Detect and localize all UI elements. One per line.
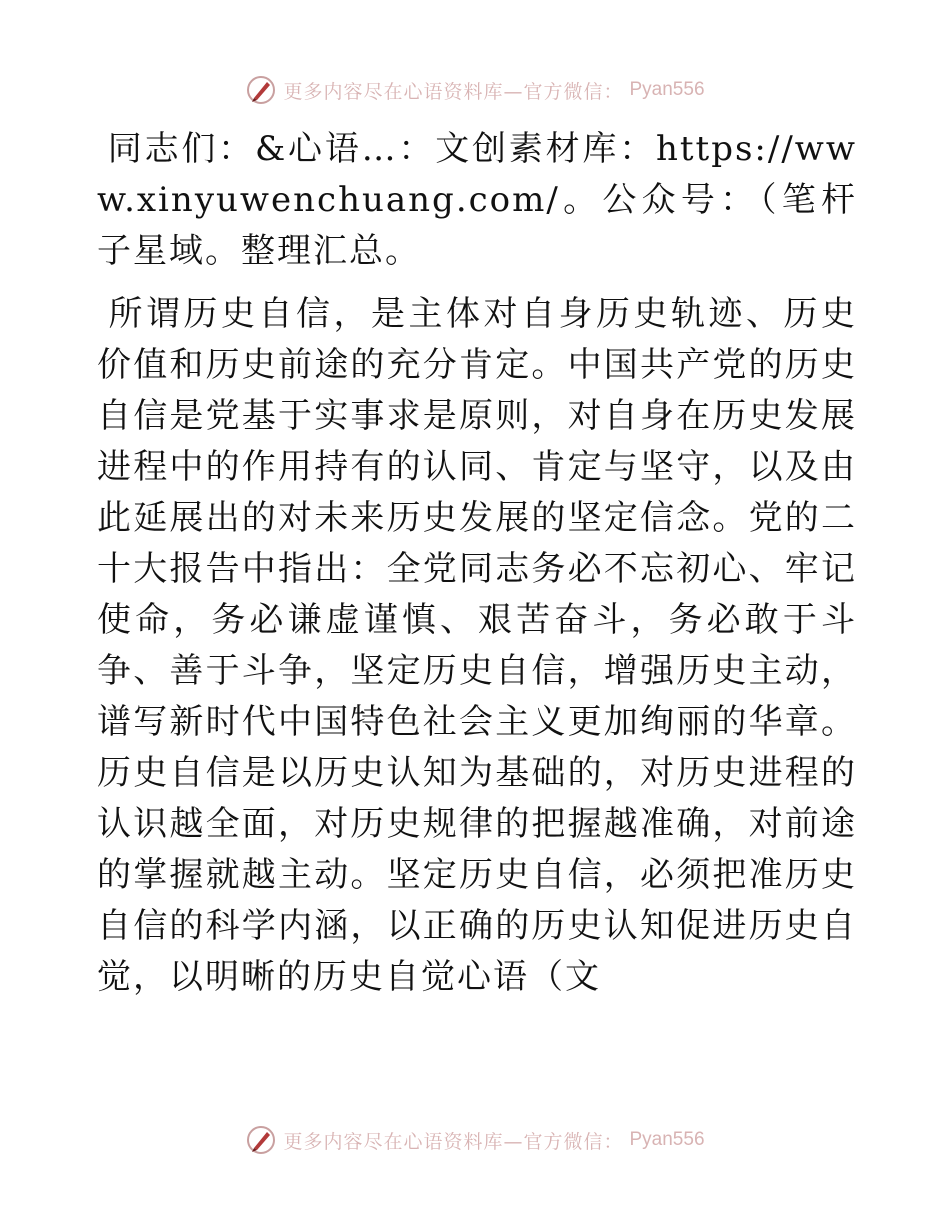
- watermark-wechat-id: Pyan556: [629, 79, 705, 100]
- watermark-text: 更多内容尽在心语资料库—官方微信：: [283, 1130, 624, 1153]
- watermark-text: 更多内容尽在心语资料库—官方微信：: [283, 80, 624, 103]
- paragraph-body: [97, 289, 857, 1003]
- document-body: [97, 124, 857, 1003]
- footer-watermark: [0, 1120, 950, 1160]
- paragraph-intro: [97, 124, 857, 277]
- paragraph-body-text: 所谓历史自信，是主体对自身历史轨迹、历史价值和历史前途的充分肯定。中国共产党的历史自信是党基于实事求是原则，对自身在历史发展进程中的作用持有的认同、肯定与坚守，以及由此延展出的对未来历史发展的坚定信念。党的二十大报告中指出：全党同志务必不忘初心、牢记使命，务必谦虚谨慎、艰苦奋斗，务必敢于斗争、善于斗争，坚定历史自信，增强历史主动，谱写新时代中国特色社会主义更加绚丽的华章。历史自信是以历史认知为基础的，对历史进程的认识越全面，对历史规律的把握越准确，对前途的掌握就越主动。坚定历史自信，必须把准历史自信的科学内涵，以正确的历史认知促进历史自觉，以明晰的历史自觉心语（文: [97, 294, 857, 997]
- watermark-wechat-id: Pyan556: [629, 1129, 705, 1150]
- header-watermark: [0, 70, 950, 110]
- quill-pen-logo-icon: [245, 1124, 277, 1156]
- paragraph-intro-text: 同志们：&心语…：文创素材库：https://www.xinyuwenchuang.com/。公众号：（笔杆子星域。整理汇总。: [97, 129, 857, 271]
- quill-pen-logo-icon: [245, 74, 277, 106]
